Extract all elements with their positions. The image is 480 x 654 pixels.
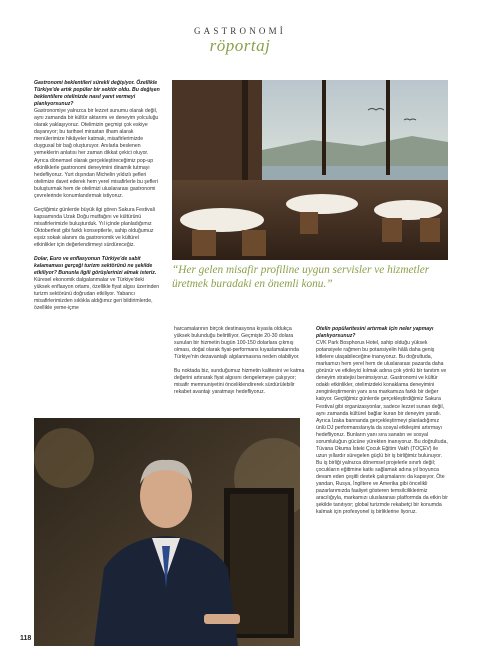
page-header bbox=[150, 26, 330, 56]
middle-paragraph-2: Bu noktada biz, sunduğumuz hizmetin kalitesini ve katma değerini artırarak fiyat algısını dengelemeye çalışıyor; misafir memnuniyetini önceliklendirerek sürdürülebilir rekabet avantajı yaratmayı hedefliyoruz. bbox=[174, 368, 305, 396]
question-3: Otelin popülaritesini artırmak için neler yapmayı planlıyorsunuz? bbox=[316, 326, 434, 340]
portrait-photo bbox=[34, 418, 300, 646]
answer-1-continued: Geçtiğimiz günlerde büyük ilgi gören Sakura Festivali kapsamında Uzak Doğu mutfağını ve kültürünü misafirlerimizle buluşturduk. Yıl içinde planladığımız Oktoberfest gibi farklı konseptlerle, sahip olduğumuz eşsiz sokak alanını da gastronomik ve kültürel etkinlikler için değerlendirmeyi sürdüreceğiz. bbox=[34, 206, 155, 249]
middle-column bbox=[174, 326, 308, 403]
restaurant-photo bbox=[172, 80, 448, 260]
question-1: Gastronomi beklentileri sürekli değişiyor. Özellikle Türkiye'de artık popüler bir sektör oldu. Bu değişen beklentilere otelinizde nasıl yanıt vermeyi planlıyorsunuz? bbox=[34, 80, 160, 108]
question-2: Dolar, Euro ve enflasyonun Türkiye'de sabit kalamaması gerçeği turizm sektörünü ne şekilde etkiliyor? Bununla ilgili görüşlerinizi almak isteriz. bbox=[34, 256, 157, 277]
middle-paragraph-1: harcamalarının birçok destinasyona kıyasla oldukça yüksek bulunduğu belirtiliyor. Geçmişte 20-30 dolara sunulan bir hizmetin bugün 100-150 dolarlara çıkmış olması, doğal olarak fiyat-performans kıyaslamalarında Türkiye'nin dezavantajlı algılanmasına neden olabiliyor. bbox=[174, 326, 300, 361]
left-column bbox=[34, 80, 161, 319]
section-subtitle: röportaj bbox=[209, 36, 271, 55]
answer-3: CVK Park Bosphorus Hotel, sahip olduğu yüksek potansiyele rağmen bu potansiyelin hâlâ daha geniş kitlelere ulaşabileceğine inanıyoruz. Bu doğrultuda, markamızı hem yerel hem de uluslararası pazarda daha görünür ve etkileyici kılmak adına çok yönlü bir tanıtım ve deneyim stratejisi benimsiyoruz. Gastronomi ve kültür odaklı etkinlikler, otelimizdeki konaklama deneyimini zenginleştirmenin yanı sıra markamıza farklı bir değer katıyor. Geçtiğimiz günlerde gerçekleştirdiğimiz Sakura Festival gibi organizasyonlar, sadece lezzet sunan değil, aynı zamanda kültürel bağlar kuran bir deneyim yaratlı. Ayrıca İzaka bannanda gerçekleştirmeyi planladığımız ünlü DJ performanslarıyla da sosyal etkileşimi artırmayı hedefliyoruz. Bunların yanı sıra sanatın ve sosyal sorumluluğun gücüne yürekten inanıyoruz. Bu doğrultuda, Tüvana Okuma İsteki Çocuk Eğitim Vakfı (TOÇEV) ile uzun yıllardır süregelen güçlü bir iş birliğimiz bulunuyor. Bu iş birliği yalnızca dönemsel projelerle sınırlı değil; çocukların eğitimine katkı sağlamak adına yıl boyunca devam eden çeşitli destek çalışmalarını da kapsıyor. Öte yandan, Rusya, İngiltere ve Amerika gibi öncelikli pazarlarımızda faaliyet gösteren temsilciliklerimiz aracılığıyla, markamızı uluslararası platformda da etkin bir şekilde tanıtıyor; global turizmde rekabetçi bir konumda kalmak için profesyonel iş birliklerine liyoruz. bbox=[316, 340, 448, 516]
page-number: 118 bbox=[20, 635, 32, 642]
answer-1: Gastronomiye yalnızca bir lezzet sunumu olarak değil, aynı zamanda bir kültür aktarımı ve deneyim yolculuğu olarak yaklaşıyoruz. Otelimizin geçmişi çok eskiye dayanıyor; bu tarihsel mirastan ilham alarak menülerimize hikâyeler katmak, misafirlerimizde duygusal bir bağ oluşturuyor. Anılarla beslenen yemeklerin anlatısı her zaman dikkat çekici oluyor. Ayrıca dönemsel olarak gerçekleştireceğimiz pop-up etkinliklerle gastronomi deneyimini dinamik tutmayı hedefliyoruz. Yurt dışından Michelin yıldızlı şefleri otelimize davet ederek hem yerel misafirlerle bu şefleri buluşturmak hem de otelimizi uluslararası gastronomi çevrelerinde konumlandırmak istiyoruz. bbox=[34, 108, 159, 199]
answer-2: Küresel ekonomik dalgalanmalar ve Türkiye'deki yüksek enflasyon ortamı, özellikle fiyat algısı üzerinden turizm sektörünü doğrudan etkiliyor. Yabancı misafirlerimizden sıklıkla aldığımız geri bildirimlerde, özellikle yeme-içme bbox=[34, 277, 160, 312]
pull-quote: “Her gelen misafir profiline uygun servisler ve hizmetler üretmek buradaki en önemli konu.” bbox=[172, 264, 430, 290]
section-title: GASTRONOMİ bbox=[193, 26, 286, 36]
right-column bbox=[316, 326, 448, 523]
